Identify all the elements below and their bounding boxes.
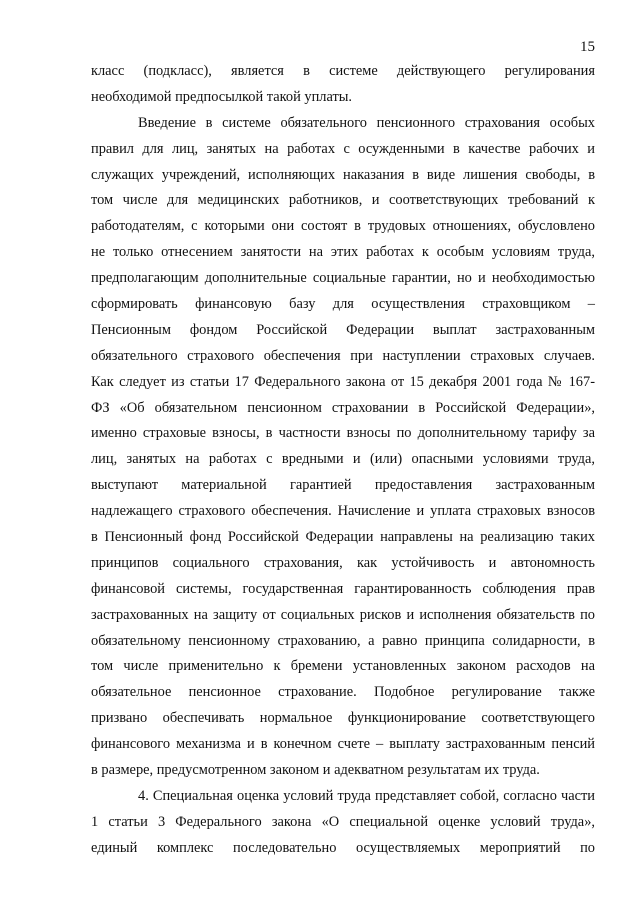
text-line: Введение в системе обязательного пенсионного страхования особых [138, 114, 595, 131]
text-line: надлежащего страхового обеспечения. Начисление и уплата страховых взносов [91, 503, 595, 520]
text-line: правил для лиц, занятых на работах с осужденными в качестве рабочих и [91, 140, 595, 157]
document-body [91, 62, 595, 865]
text-line: единый комплекс последовательно осуществляемых мероприятий по [91, 839, 595, 856]
text-line: принципов социального страхования, как устойчивость и автономность [91, 554, 595, 571]
text-line: в Пенсионный фонд Российской Федерации направлены на реализацию таких [91, 529, 595, 546]
text-line: лиц, занятых на работах с вредными и (или) опасными условиями труда, [91, 451, 595, 468]
text-line: обязательному пенсионному страхованию, а равно принципа солидарности, в [91, 632, 595, 649]
paragraph-2 [91, 114, 595, 787]
text-line: финансового механизма и в конечном счете – выплату застрахованным пенсий [91, 736, 595, 753]
text-line: обязательного страхового обеспечения при наступлении страховых случаев. [91, 347, 595, 364]
text-line: необходимой предпосылкой такой уплаты. [91, 88, 353, 105]
text-line: выступают материальной гарантией предоставления застрахованным [91, 477, 595, 494]
text-line: том числе применительно к бремени установленных законом расходов на [91, 658, 595, 675]
text-line: призвано обеспечивать нормальное функционирование соответствующего [91, 710, 595, 727]
paragraph-3 [91, 787, 595, 865]
text-line: не только отнесением занятости на этих работах к особым условиям труда, [91, 244, 595, 261]
text-line: работодателям, с которыми они состоят в трудовых отношениях, обусловлено [91, 218, 595, 235]
text-line: обязательное пенсионное страхование. Подобное регулирование также [91, 684, 595, 701]
text-line: 4. Специальная оценка условий труда представляет собой, согласно части [138, 787, 595, 804]
text-line: застрахованных на защиту от социальных рисков и исполнения обязательств по [91, 606, 595, 623]
paragraph-1 [91, 62, 595, 114]
text-line: финансовой системы, государственная гарантированность соблюдения прав [91, 580, 595, 597]
text-line: 1 статьи 3 Федерального закона «О специальной оценке условий труда», [91, 813, 595, 830]
text-line: Как следует из статьи 17 Федерального закона от 15 декабря 2001 года № 167- [91, 373, 595, 390]
text-line: Пенсионным фондом Российской Федерации выплат застрахованным [91, 321, 595, 338]
text-line: класс (подкласс), является в системе действующего регулирования [91, 63, 595, 79]
text-line: ФЗ «Об обязательном пенсионном страховании в Российской Федерации», [91, 399, 595, 416]
page-number: 15 [580, 39, 595, 55]
text-line: в размере, предусмотренном законом и адекватном результатам их труда. [91, 762, 540, 779]
text-line: сформировать финансовую базу для осуществления страховщиком – [91, 296, 595, 313]
text-line: том числе для медицинских работников, и соответствующих требований к [91, 192, 595, 209]
text-line: служащих учреждений, исполняющих наказания в виде лишения свободы, в [91, 166, 595, 183]
text-line: именно страховые взносы, в частности взносы по дополнительному тарифу за [91, 425, 595, 442]
text-line: предполагающим дополнительные социальные гарантии, но и необходимостью [91, 270, 595, 287]
